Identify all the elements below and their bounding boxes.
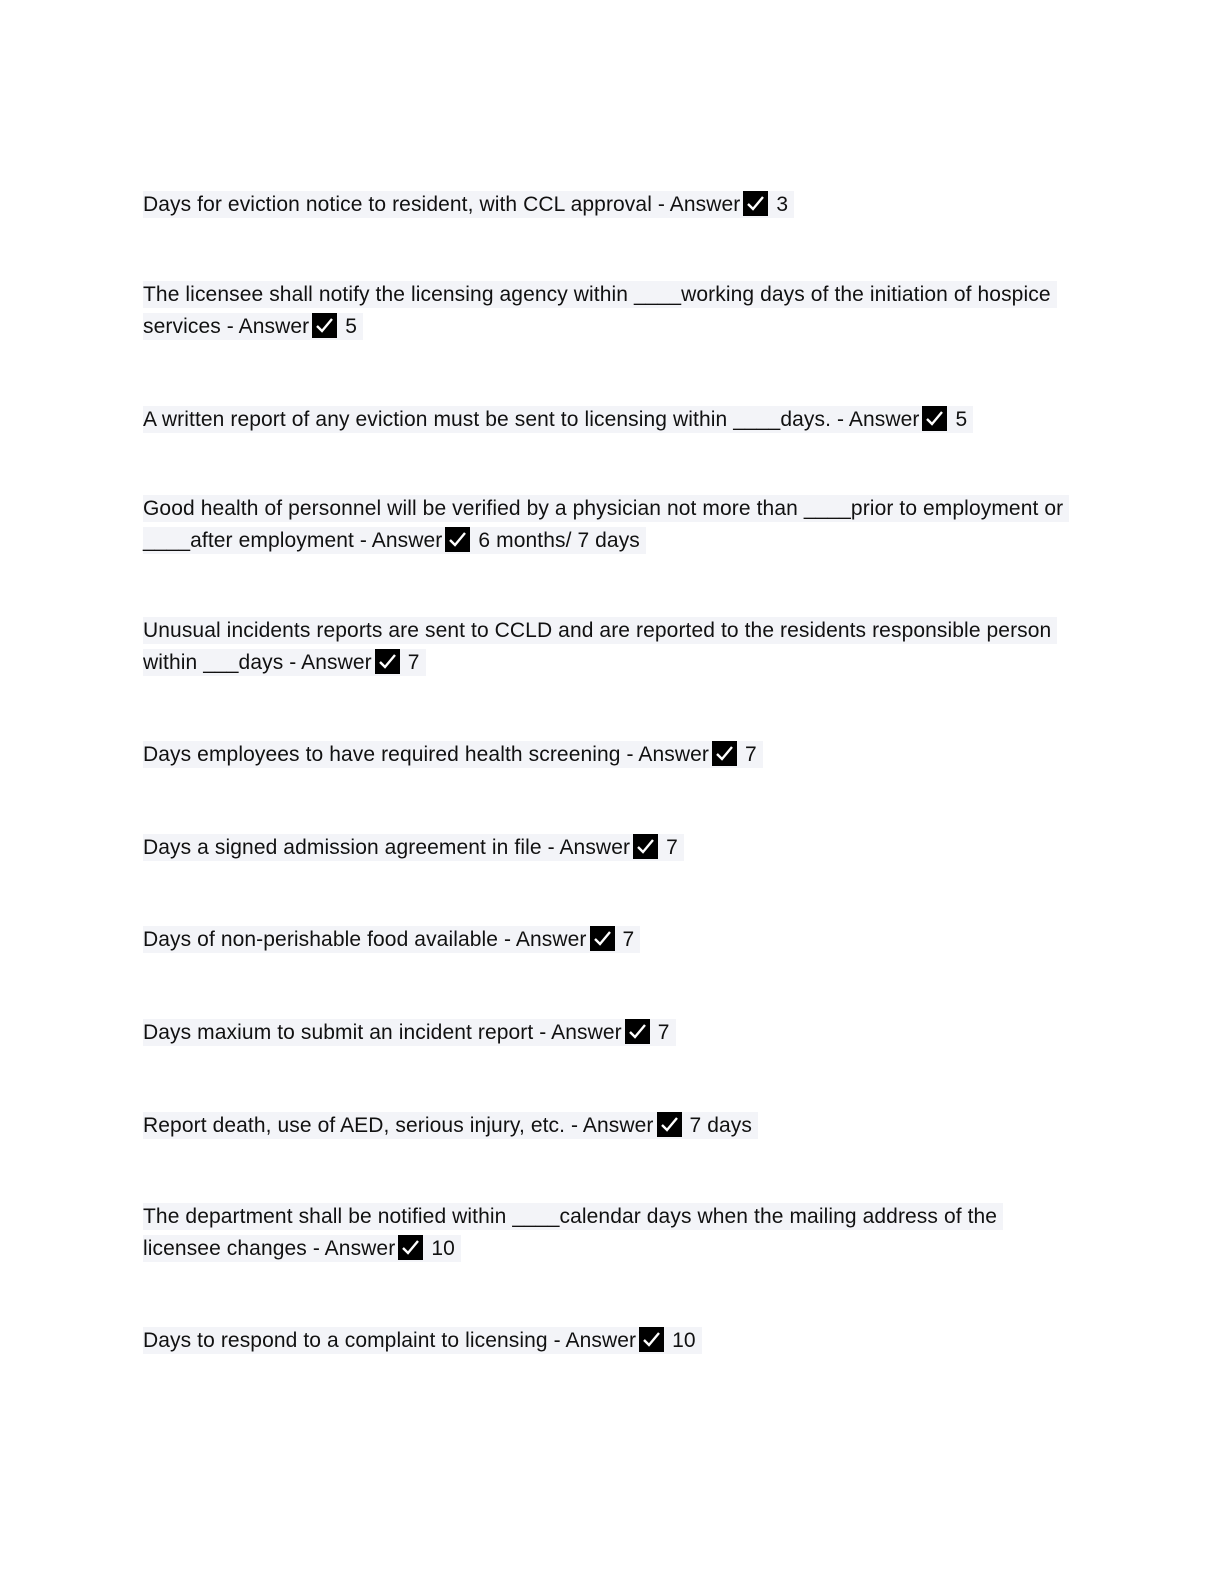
qa-item [143,1325,1078,1357]
answer-text: 10 [431,1237,455,1260]
qa-item [143,1017,1078,1049]
answer-text: 5 [345,315,358,338]
answer-text: 10 [672,1329,696,1352]
qa-item [143,404,1078,436]
question-text: Good health of personnel will be verified by a physician not more than ____prior to employment or ____after employment - Answer [143,497,1064,552]
answer-text: 7 [666,836,678,859]
qa-item [143,189,1078,221]
answer-text: 7 [657,1021,670,1044]
qa-item [143,924,1078,956]
check-mark-icon [922,406,947,431]
check-mark-icon [398,1235,423,1260]
question-text: Report death, use of AED, serious injury, etc. - Answer [143,1114,654,1137]
qa-item [143,279,1078,343]
answer-text: 7 [407,651,420,674]
qa-item [143,1110,1078,1142]
question-text: Days a signed admission agreement in file - Answer [143,836,631,859]
question-text: Days employees to have required health screening - Answer [143,743,710,766]
check-mark-icon [375,649,400,674]
qa-item [143,739,1078,771]
check-mark-icon [312,313,337,338]
answer-text: 5 [955,408,968,431]
check-mark-icon [639,1327,664,1352]
question-text: Days of non-perishable food available - Answer [143,928,587,951]
qa-item [143,493,1078,557]
answer-text: 7 [622,928,635,951]
question-text: Days maxium to submit an incident report - Answer [143,1021,622,1044]
question-text: Unusual incidents reports are sent to CCLD and are reported to the residents responsible person within ___days - Answer [143,619,1052,674]
check-mark-icon [625,1019,650,1044]
question-text: The licensee shall notify the licensing agency within ____working days of the initiation of hospice services - Answer [143,283,1051,338]
qa-item [143,832,1078,864]
answer-text: 6 months/ 7 days [478,529,640,552]
qa-item [143,1201,1078,1265]
qa-item [143,615,1078,679]
question-text: Days for eviction notice to resident, with CCL approval - Answer [143,193,741,216]
question-text: Days to respond to a complaint to licensing - Answer [143,1329,637,1352]
question-text: A written report of any eviction must be sent to licensing within ____days. - Answer [143,408,920,431]
question-text: The department shall be notified within ____calendar days when the mailing address of the licensee changes - Answer [143,1205,998,1260]
answer-text: 7 days [689,1114,752,1137]
check-mark-icon [445,527,470,552]
check-mark-icon [743,191,768,216]
check-mark-icon [633,834,658,859]
check-mark-icon [590,926,615,951]
check-mark-icon [712,741,737,766]
answer-text: 7 [745,743,757,766]
answer-text: 3 [776,193,789,216]
check-mark-icon [657,1112,682,1137]
